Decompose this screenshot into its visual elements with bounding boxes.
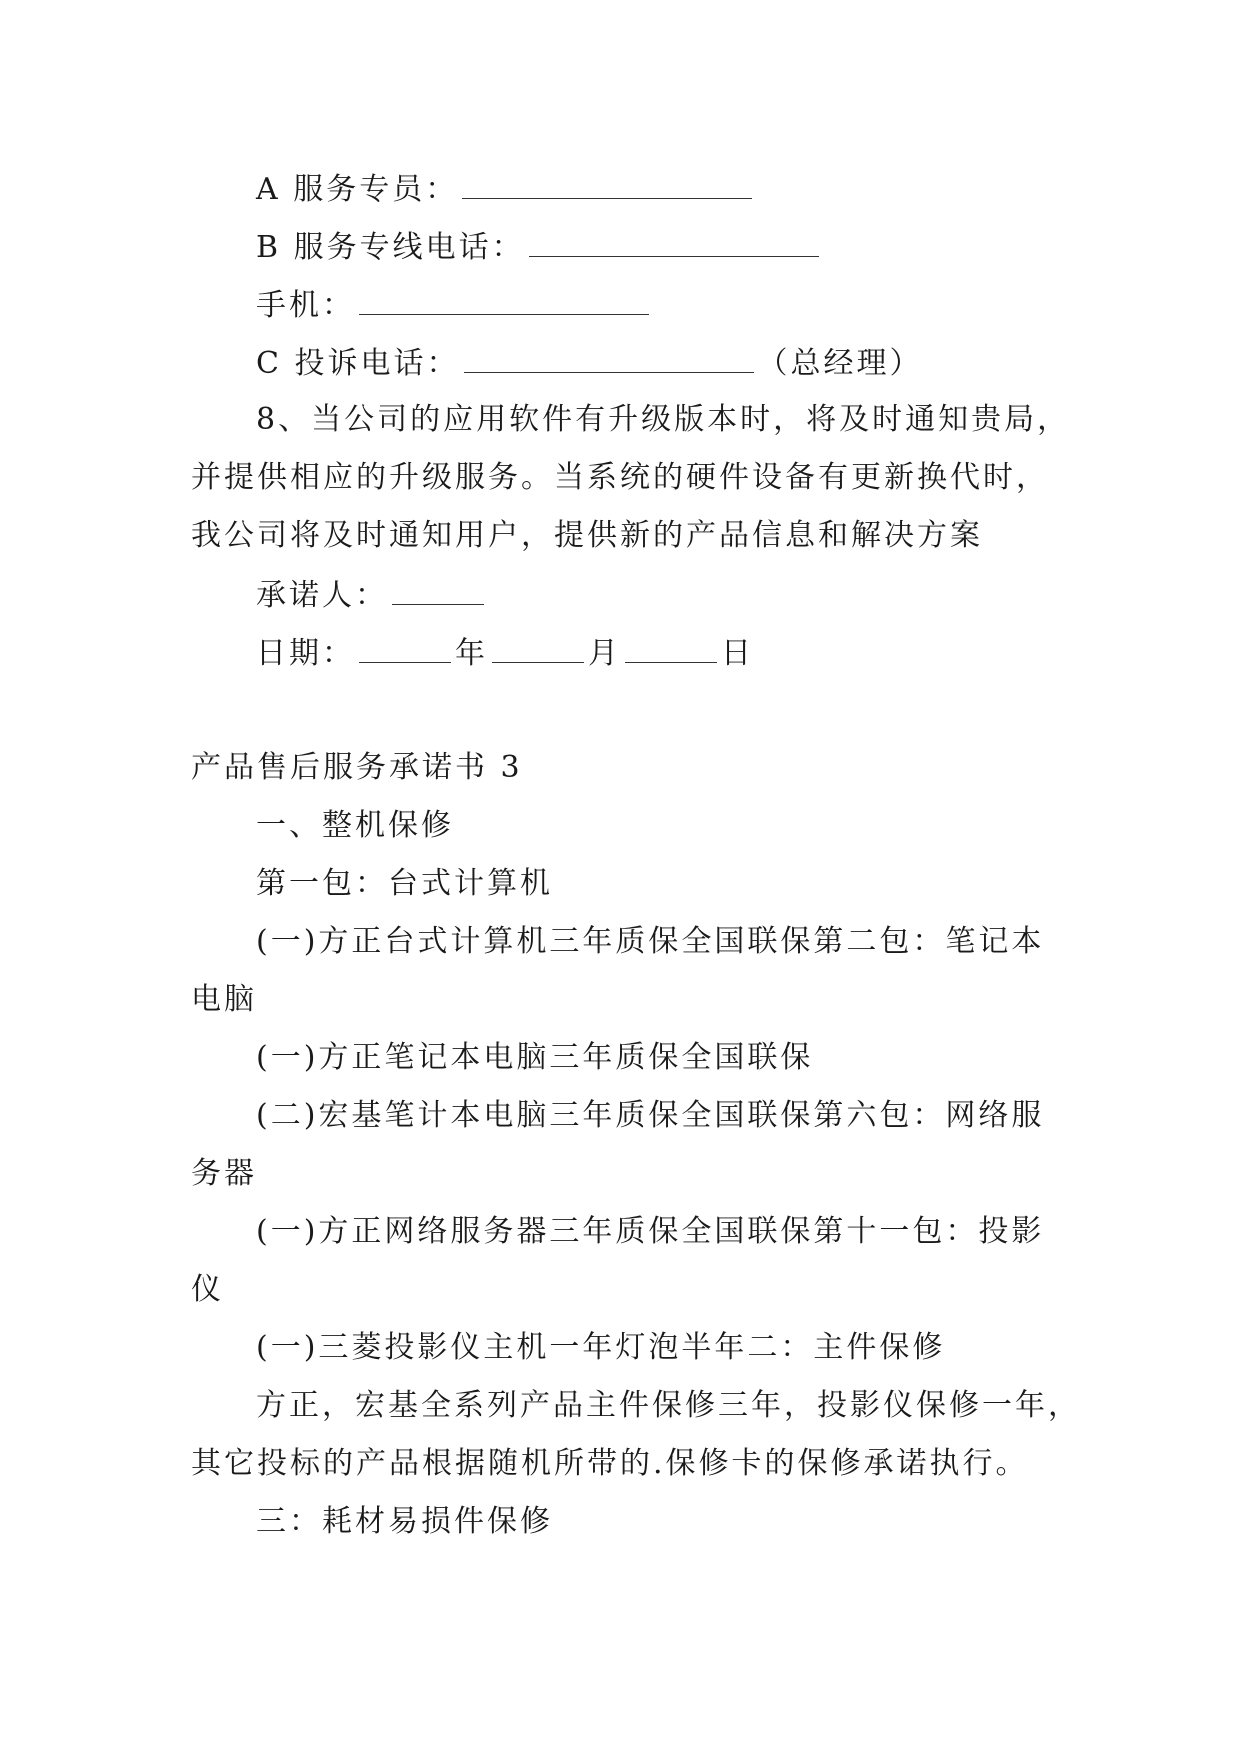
month-blank bbox=[492, 632, 584, 663]
month-label: 月 bbox=[588, 636, 621, 671]
heading-consumables-warranty: 三：耗材易损件保修 bbox=[256, 1504, 553, 1539]
paragraph-8-line-2: 并提供相应的升级服务。当系统的硬件设备有更新换代时， bbox=[191, 460, 1049, 495]
promisor-label: 承诺人： bbox=[256, 578, 388, 613]
date-label: 日期： bbox=[256, 636, 355, 671]
item-founder-desktop-cont: 电脑 bbox=[191, 982, 257, 1017]
package-1-desktop: 第一包：台式计算机 bbox=[256, 866, 553, 901]
complaint-phone-label: C 投诉电话： bbox=[256, 346, 460, 381]
year-blank bbox=[359, 632, 451, 663]
item-founder-laptop: (一)方正笔记本电脑三年质保全国联保 bbox=[256, 1040, 814, 1075]
section-title: 产品售后服务承诺书 3 bbox=[191, 750, 523, 785]
mobile-blank bbox=[359, 284, 649, 315]
item-founder-server-cont: 仪 bbox=[191, 1272, 224, 1307]
promisor-blank bbox=[392, 574, 484, 605]
complaint-phone-note: （总经理） bbox=[757, 346, 923, 381]
year-label: 年 bbox=[455, 636, 488, 671]
main-parts-paragraph-line-1: 方正，宏基全系列产品主件保修三年，投影仪保修一年， bbox=[256, 1388, 1081, 1423]
date-line bbox=[256, 632, 754, 674]
item-acer-laptop-cont: 务器 bbox=[191, 1156, 257, 1191]
service-hotline-line bbox=[256, 226, 823, 268]
complaint-phone-blank bbox=[464, 342, 754, 373]
complaint-phone-line bbox=[256, 342, 923, 384]
mobile-line bbox=[256, 284, 653, 326]
item-founder-desktop: (一)方正台式计算机三年质保全国联保第二包：笔记本 bbox=[256, 924, 1045, 959]
item-acer-laptop: (二)宏基笔计本电脑三年质保全国联保第六包：网络服 bbox=[256, 1098, 1045, 1133]
promisor-line bbox=[256, 574, 488, 616]
service-hotline-blank bbox=[529, 226, 819, 257]
service-hotline-label: B 服务专线电话： bbox=[256, 230, 525, 265]
service-specialist-blank bbox=[462, 168, 752, 199]
service-specialist-label: A 服务专员： bbox=[256, 172, 459, 207]
paragraph-8-line-1: 8、当公司的应用软件有升级版本时，将及时通知贵局， bbox=[256, 402, 1071, 437]
mobile-label: 手机： bbox=[256, 288, 355, 323]
day-label: 日 bbox=[721, 636, 754, 671]
item-mitsubishi-projector: (一)三菱投影仪主机一年灯泡半年二：主件保修 bbox=[256, 1330, 946, 1365]
item-founder-server: (一)方正网络服务器三年质保全国联保第十一包：投影 bbox=[256, 1214, 1045, 1249]
day-blank bbox=[625, 632, 717, 663]
main-parts-paragraph-line-2: 其它投标的产品根据随机所带的.保修卡的保修承诺执行。 bbox=[191, 1446, 1029, 1481]
heading-whole-machine-warranty: 一、整机保修 bbox=[256, 808, 454, 843]
paragraph-8-line-3: 我公司将及时通知用户，提供新的产品信息和解决方案 bbox=[191, 518, 983, 553]
service-specialist-line bbox=[256, 168, 756, 210]
